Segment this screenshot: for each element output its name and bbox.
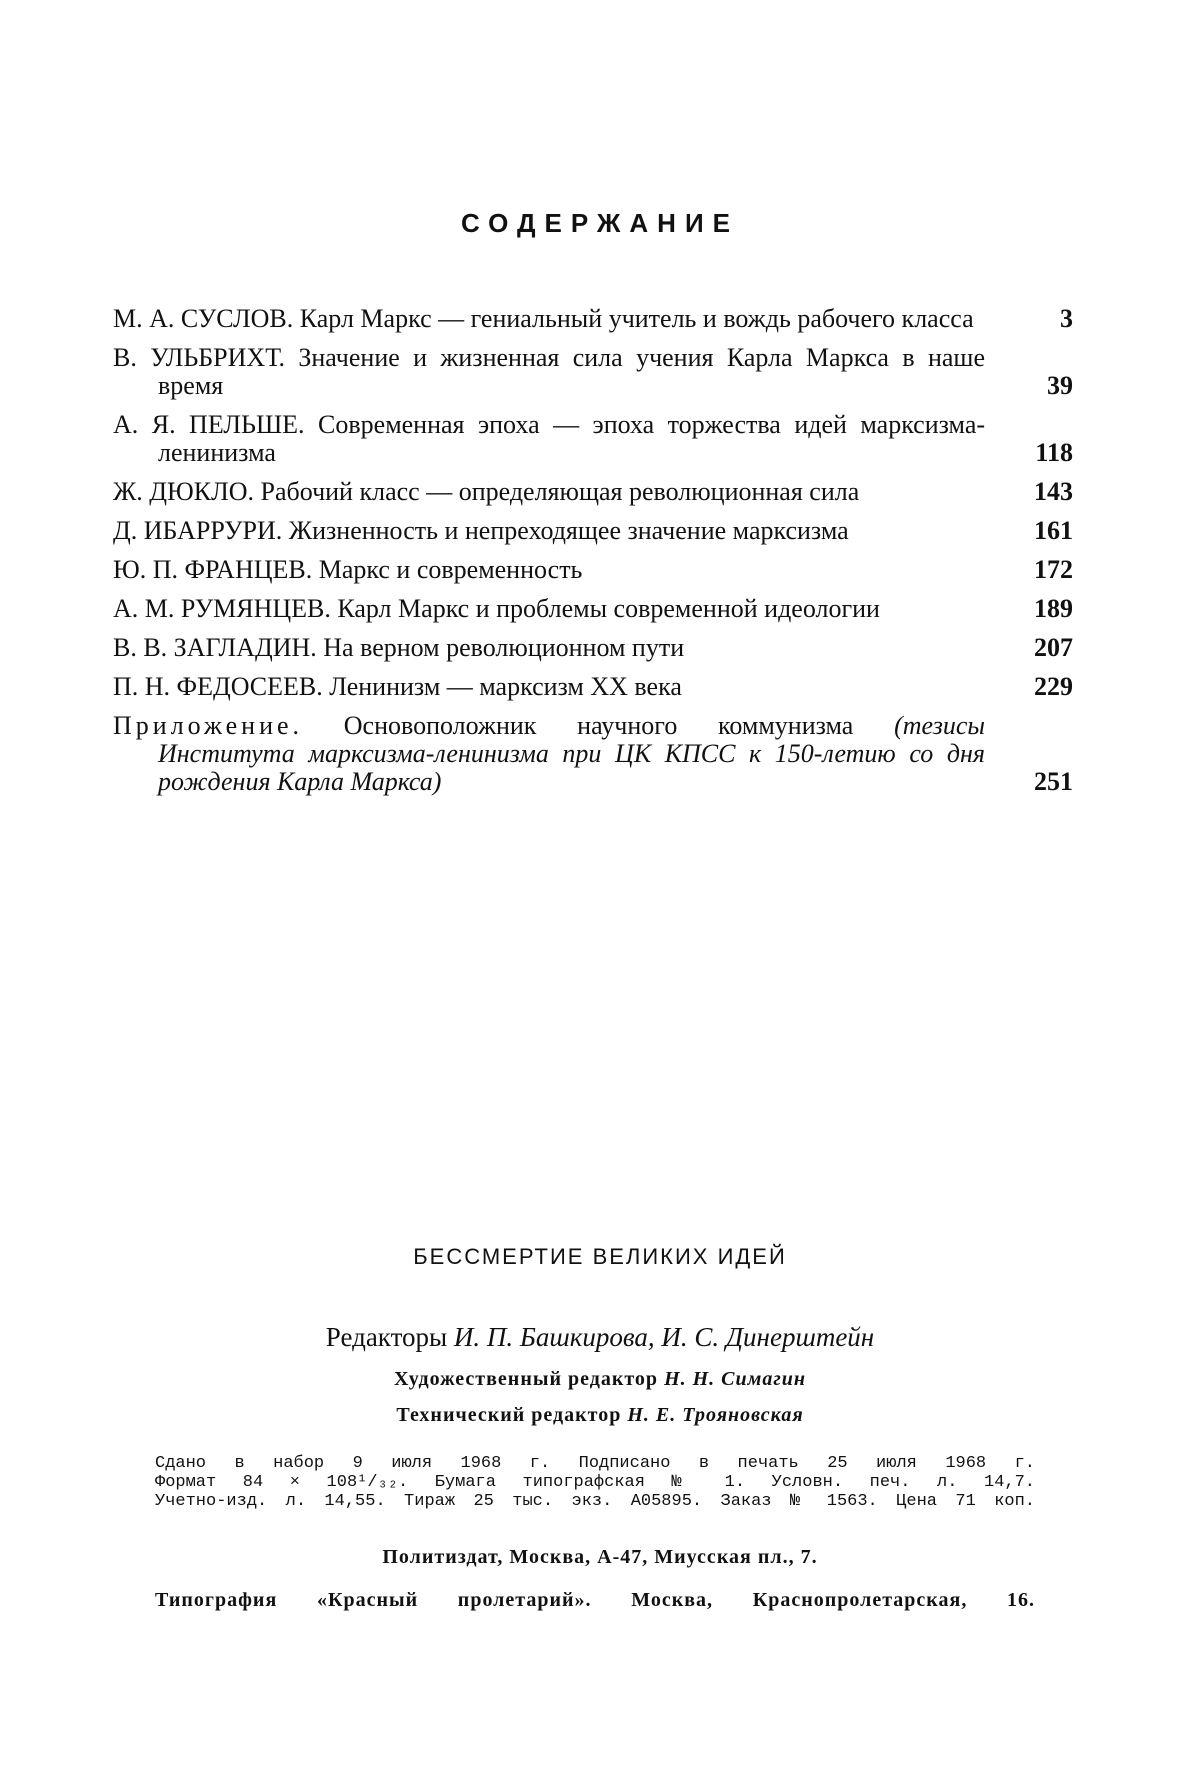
publisher-line: Политиздат, Москва, А-47, Миусская пл., 7. <box>382 1546 818 1568</box>
toc-entry-author: В. УЛЬБРИХТ. <box>113 343 285 372</box>
toc-entry-author: А. М. РУМЯНЦЕВ. <box>113 594 331 623</box>
tech-editor-line <box>0 1404 1200 1427</box>
toc-entry-text <box>113 556 985 584</box>
toc-entry-page: 229 <box>1034 672 1073 701</box>
toc-entry <box>113 556 1073 584</box>
toc-entry-text <box>113 712 985 796</box>
toc-entry-author: Ю. П. ФРАНЦЕВ. <box>113 555 313 584</box>
toc-entry-title: Ленинизм — марксизм XX века <box>322 672 682 701</box>
print-line: Формат 84 × 108¹/₃₂. Бумага типографская № 1. Условн. печ. л. 14,7. <box>155 1473 1035 1492</box>
toc-entry-page: 39 <box>1047 371 1073 400</box>
toc-entry-title: Жизненность и непреходящее значение марксизма <box>282 516 849 545</box>
print-line: Учетно-изд. л. 14,55. Тираж 25 тыс. экз. А05895. Заказ № 1563. Цена 71 коп. <box>155 1492 1035 1511</box>
page-title: СОДЕРЖАНИЕ <box>461 208 739 238</box>
appendix-subtitle: (тезисы Института марксизма-ленинизма при ЦК КПСС к 150-летию со дня рождения Карла Маркса) <box>158 711 985 796</box>
editors-names: И. П. Башкирова, И. С. Динерштейн <box>453 1322 875 1352</box>
editors-label: Редакторы <box>325 1322 454 1352</box>
toc-entry-author: Ж. ДЮКЛО. <box>113 477 255 506</box>
tech-editor-name: Н. Е. Трояновская <box>627 1404 804 1426</box>
toc-entry-title: Значение и жизненная сила учения Карла Маркса в наше время <box>158 343 985 400</box>
toc-entry-title: Маркс и современность <box>312 555 583 584</box>
toc-entry-page: 118 <box>1035 438 1073 467</box>
toc-entry-page: 3 <box>1060 304 1073 333</box>
toc-entry <box>113 478 1073 506</box>
book-title: БЕССМЕРТИЕ ВЕЛИКИХ ИДЕЙ <box>413 1244 787 1269</box>
toc-entry-text <box>113 634 985 662</box>
toc-entry-text <box>113 411 985 467</box>
art-editor-line <box>0 1368 1200 1391</box>
toc-entry <box>113 517 1073 545</box>
toc-entry <box>113 673 1073 701</box>
appendix-title: Основоположник научного коммунизма <box>303 711 895 740</box>
toc-entry-page: 161 <box>1034 516 1073 545</box>
toc-entry-title: Карл Маркс — гениальный учитель и вождь рабочего класса <box>293 304 974 333</box>
toc-entry <box>113 305 1073 333</box>
toc-entry <box>113 411 1073 467</box>
toc-entry-page: 143 <box>1034 477 1073 506</box>
toc-entry-author: А. Я. ПЕЛЬШЕ. <box>113 410 305 439</box>
toc-entry-author: П. Н. ФЕДОСЕЕВ. <box>113 672 323 701</box>
toc-entry-text <box>113 517 985 545</box>
toc-entry-author: М. А. СУСЛОВ. <box>113 304 294 333</box>
printer-line: Типография «Красный пролетарий». Москва, Краснопролетарская, 16. <box>155 1589 1035 1611</box>
toc-entry-page: 207 <box>1034 633 1073 662</box>
toc-entry-page: 172 <box>1034 555 1073 584</box>
toc-entry-title: Карл Маркс и проблемы современной идеологии <box>330 594 880 623</box>
print-line: Сдано в набор 9 июля 1968 г. Подписано в печать 25 июля 1968 г. <box>155 1454 1035 1473</box>
toc-entry-text <box>113 478 985 506</box>
art-editor-label: Художественный редактор <box>394 1368 665 1390</box>
toc-entry-text <box>113 595 985 623</box>
toc-entry-appendix <box>113 712 1073 796</box>
toc-entry-text <box>113 673 985 701</box>
tech-editor-label: Технический редактор <box>396 1404 628 1426</box>
toc-entry <box>113 595 1073 623</box>
table-of-contents <box>113 305 1073 807</box>
editors-line <box>0 1322 1200 1353</box>
toc-entry-text <box>113 344 985 400</box>
toc-entry-title: Рабочий класс — определяющая революционная сила <box>254 477 860 506</box>
toc-entry-title: Современная эпоха — эпоха торжества идей марксизма-ленинизма <box>158 410 986 467</box>
toc-entry <box>113 344 1073 400</box>
appendix-label: Приложение. <box>113 711 304 740</box>
toc-entry-page: 189 <box>1034 594 1073 623</box>
toc-entry-page: 251 <box>1034 767 1073 796</box>
toc-entry-title: На верном революционном пути <box>316 633 685 662</box>
toc-entry-author: В. В. ЗАГЛАДИН. <box>113 633 317 662</box>
print-info <box>155 1454 1035 1511</box>
toc-entry <box>113 634 1073 662</box>
toc-entry-author: Д. ИБАРРУРИ. <box>113 516 283 545</box>
art-editor-name: Н. Н. Симагин <box>664 1368 806 1390</box>
toc-entry-text <box>113 305 985 333</box>
